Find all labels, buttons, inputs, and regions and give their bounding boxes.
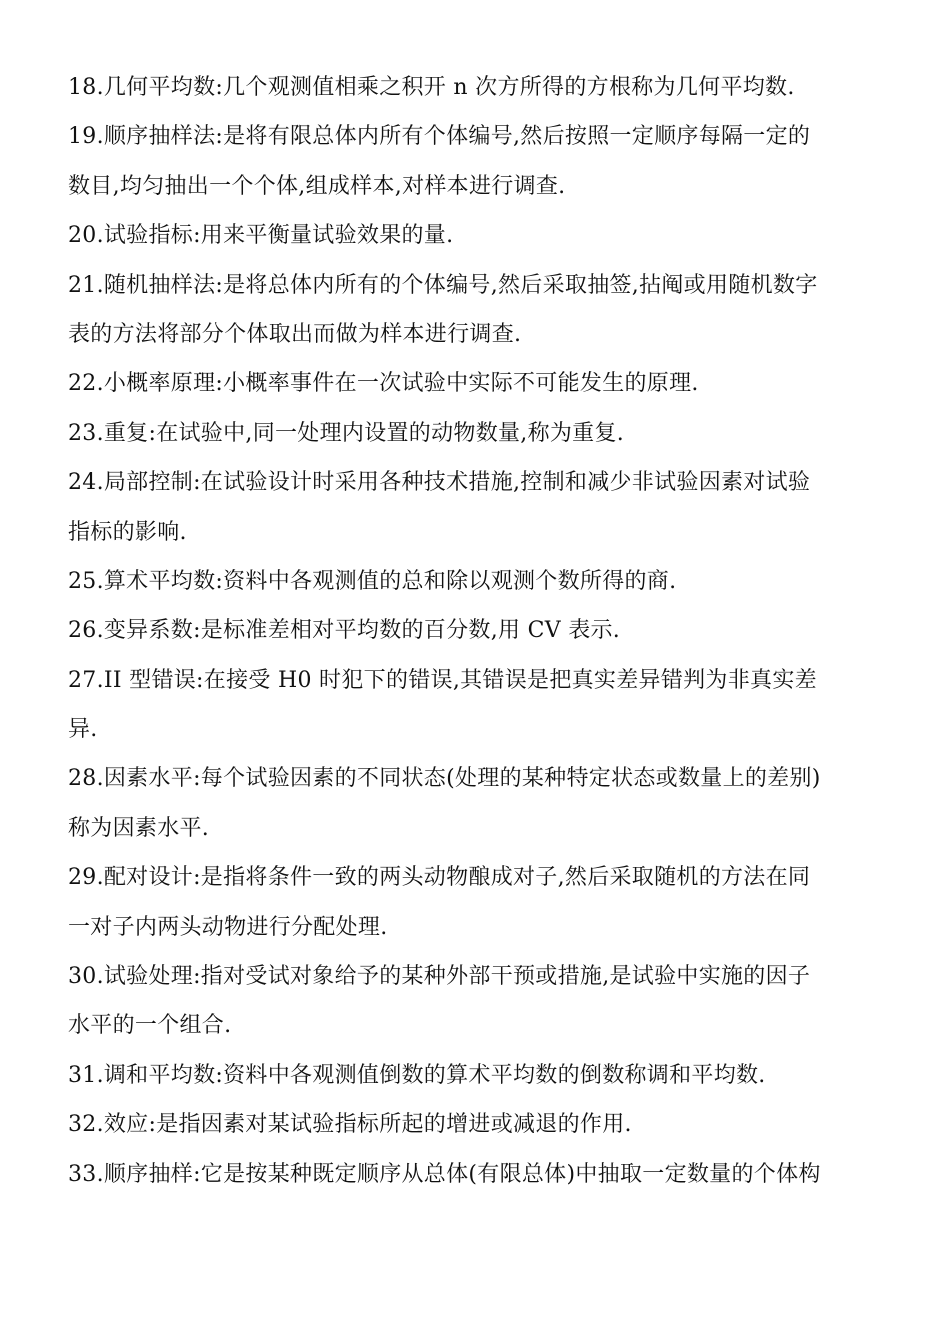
text-line: 25.算术平均数:资料中各观测值的总和除以观测个数所得的商.	[68, 568, 677, 594]
text-line: 指标的影响.	[68, 519, 187, 545]
text-line: 32.效应:是指因素对某试验指标所起的增进或减退的作用.	[68, 1112, 632, 1138]
text-line: 23.重复:在试验中,同一处理内设置的动物数量,称为重复.	[68, 420, 625, 446]
text-line: 异.	[68, 717, 98, 743]
text-line: 28.因素水平:每个试验因素的不同状态(处理的某种特定状态或数量上的差别)	[68, 766, 821, 792]
text-line: 水平的一个组合.	[68, 1013, 232, 1039]
text-line: 数目,均匀抽出一个个体,组成样本,对样本进行调查.	[68, 173, 566, 199]
text-line: 19.顺序抽样法:是将有限总体内所有个体编号,然后按照一定顺序每隔一定的	[68, 124, 811, 150]
text-line: 29.配对设计:是指将条件一致的两头动物酿成对子,然后采取随机的方法在同	[68, 865, 811, 891]
text-line: 称为因素水平.	[68, 815, 210, 841]
text-line: 一对子内两头动物进行分配处理.	[68, 914, 388, 940]
text-line: 31.调和平均数:资料中各观测值倒数的算术平均数的倒数称调和平均数.	[68, 1062, 766, 1088]
document-page	[68, 70, 890, 1206]
text-line: 18.几何平均数:几个观测值相乘之积开 n 次方所得的方根称为几何平均数.	[68, 75, 795, 100]
text-line: 26.变异系数:是标准差相对平均数的百分数,用 CV 表示.	[68, 618, 621, 644]
text-line: 33.顺序抽样:它是按某种既定顺序从总体(有限总体)中抽取一定数量的个体构	[68, 1161, 821, 1187]
text-line: 表的方法将部分个体取出而做为样本进行调查.	[68, 321, 522, 347]
text-line: 30.试验处理:指对受试对象给予的某种外部干预或措施,是试验中实施的因子	[68, 964, 811, 990]
text-line: 27.II 型错误:在接受 H0 时犯下的错误,其错误是把真实差异错判为非真实差	[68, 667, 817, 693]
text-line: 20.试验指标:用来平衡量试验效果的量.	[68, 223, 454, 249]
text-line: 24.局部控制:在试验设计时采用各种技术措施,控制和减少非试验因素对试验	[68, 470, 811, 496]
text-line: 22.小概率原理:小概率事件在一次试验中实际不可能发生的原理.	[68, 371, 699, 397]
text-line: 21.随机抽样法:是将总体内所有的个体编号,然后采取抽签,拈阄或用随机数字	[68, 272, 818, 298]
